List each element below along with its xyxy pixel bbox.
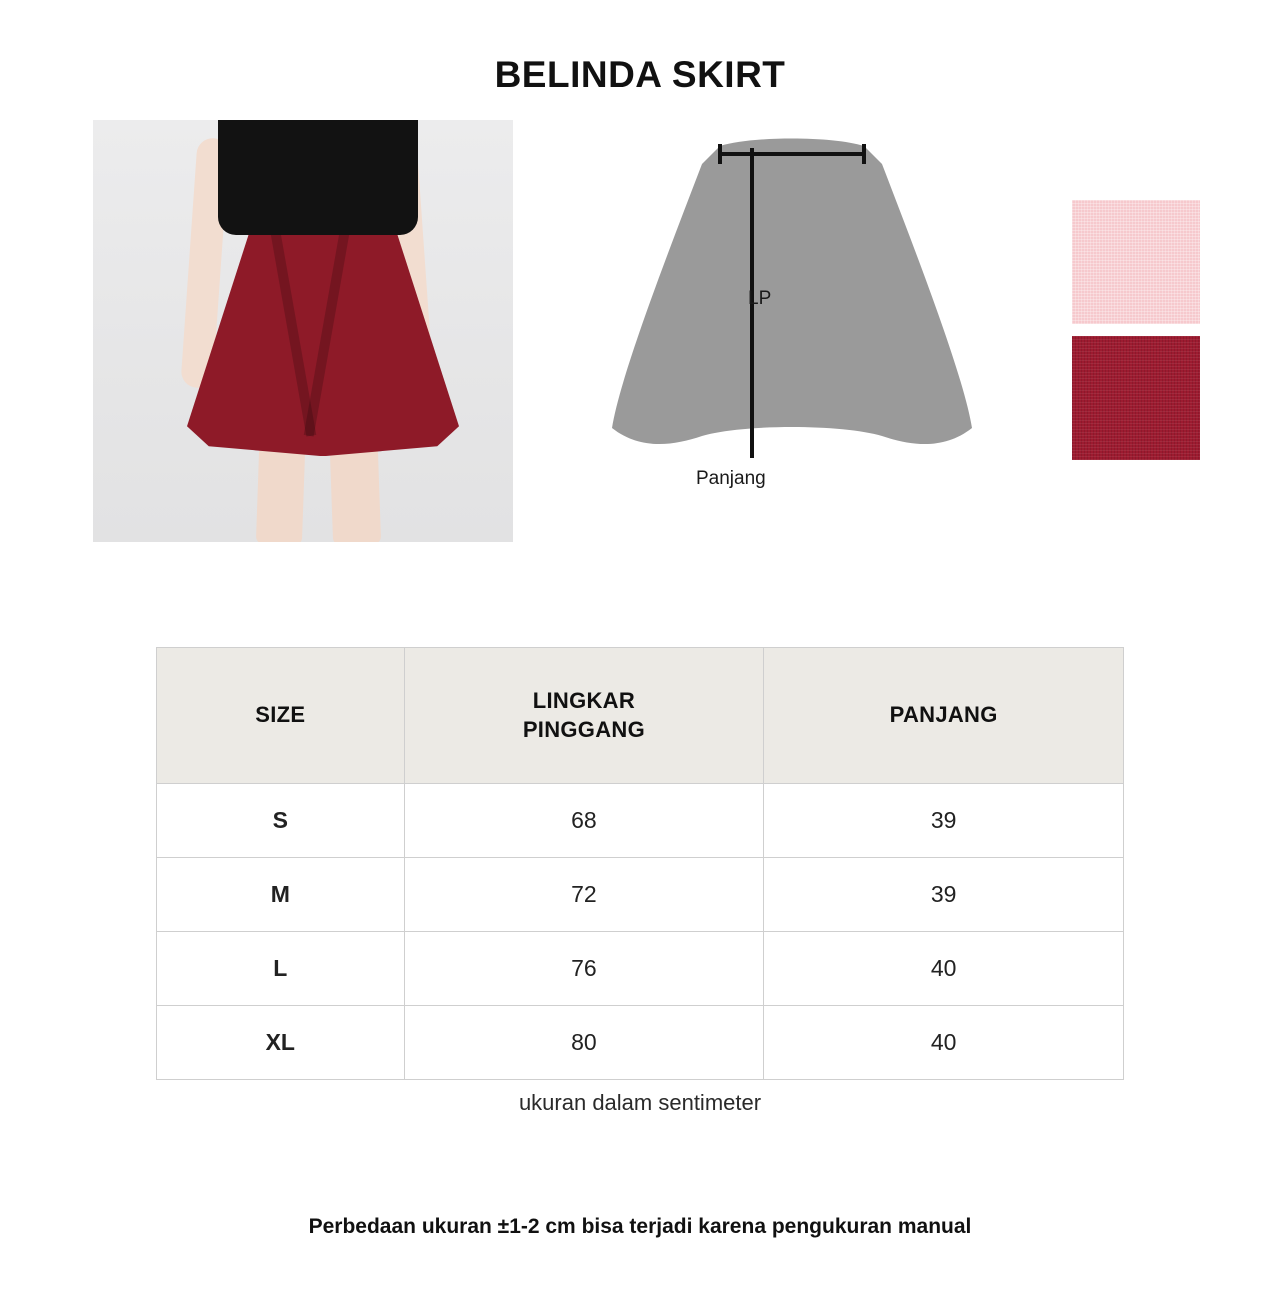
table-header <box>157 647 1124 783</box>
cell-lingkar-pinggang: 68 <box>404 783 764 857</box>
cell-lingkar-pinggang: 80 <box>404 1005 764 1079</box>
skirt-diagram-svg <box>592 128 992 548</box>
panjang-label: Panjang <box>696 468 766 490</box>
lp-label: LP <box>748 288 772 310</box>
skirt-silhouette <box>612 139 972 445</box>
size-chart <box>156 647 1124 1080</box>
maroon-swatch[interactable] <box>1072 336 1200 460</box>
table-row <box>157 1005 1124 1079</box>
page-title: BELINDA SKIRT <box>494 53 786 95</box>
cell-size: XL <box>157 1005 405 1079</box>
table-row <box>157 931 1124 1005</box>
cell-panjang: 40 <box>764 931 1124 1005</box>
column-header-lp-line1: LINGKAR <box>532 687 636 713</box>
cell-panjang: 39 <box>764 783 1124 857</box>
top-visual-section <box>0 120 1280 560</box>
color-swatches <box>1072 200 1200 472</box>
table-body <box>157 783 1124 1079</box>
footer-note: Perbedaan ukuran ±1-2 cm bisa terjadi karena pengukuran manual <box>308 1214 972 1238</box>
cell-lingkar-pinggang: 72 <box>404 857 764 931</box>
column-header-size: SIZE <box>157 647 405 783</box>
table-row <box>157 857 1124 931</box>
unit-note: ukuran dalam sentimeter <box>518 1089 762 1115</box>
table-row <box>157 783 1124 857</box>
cell-panjang: 40 <box>764 1005 1124 1079</box>
pink-swatch[interactable] <box>1072 200 1200 324</box>
column-header-lp-line2: PINGGANG <box>522 717 645 743</box>
cell-lingkar-pinggang: 76 <box>404 931 764 1005</box>
cell-panjang: 39 <box>764 857 1124 931</box>
column-header-lingkar-pinggang <box>404 647 764 783</box>
column-header-panjang: PANJANG <box>764 647 1124 783</box>
size-table <box>156 647 1124 1080</box>
model-top <box>218 120 418 235</box>
cell-size: M <box>157 857 405 931</box>
table-header-row <box>157 647 1124 783</box>
cell-size: L <box>157 931 405 1005</box>
measurement-diagram <box>592 128 992 548</box>
product-photo <box>93 120 513 542</box>
cell-size: S <box>157 783 405 857</box>
